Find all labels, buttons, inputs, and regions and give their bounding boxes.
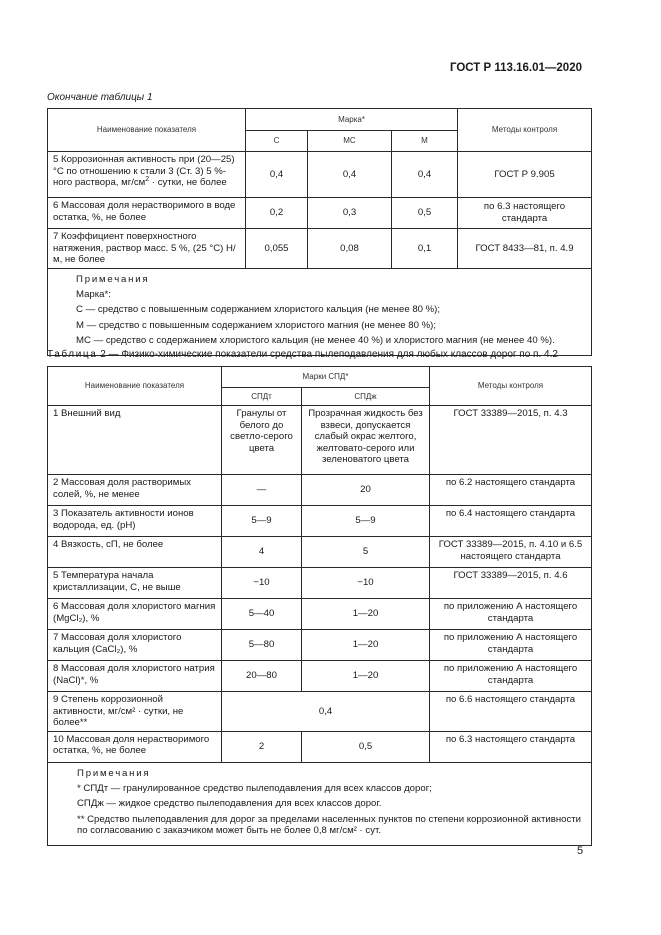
table2-row1-method: ГОСТ 33389—2015, п. 4.3 xyxy=(430,406,592,475)
table2-row2-name: 2 Массовая доля растворимых солей, %, не менее xyxy=(48,475,222,506)
table2-row6-method: по приложению А настоящего стандарта xyxy=(430,599,592,630)
table2-row9-method: по 6.6 настоящего стандарта xyxy=(430,692,592,732)
table2-row10-method: по 6.3 настоящего стандарта xyxy=(430,731,592,762)
table2-row2-spdt: — xyxy=(222,475,302,506)
table2-header-methods: Методы контроля xyxy=(430,367,592,406)
table1 xyxy=(47,108,592,356)
table1-note-line: Марка*: xyxy=(76,289,111,301)
table2-row4-spdt: 4 xyxy=(222,537,302,568)
table1-row6-c: 0,2 xyxy=(246,198,308,229)
table-row xyxy=(48,152,592,198)
table1-caption: Окончание таблицы 1 xyxy=(47,92,153,103)
table2-row1-spdt: Гранулы от белого до светло-серого цвета xyxy=(222,406,302,475)
table2-row10-spdzh: 0,5 xyxy=(302,731,430,762)
table1-row5-m: 0,4 xyxy=(392,152,458,198)
table1-row6-method: по 6.3 настоящего стандарта xyxy=(458,198,592,229)
table1-row7-c: 0,055 xyxy=(246,229,308,269)
table2-row6-name: 6 Массовая доля хлористого магния (MgCl₂), % xyxy=(48,599,222,630)
table2-notes xyxy=(48,762,592,845)
table2-caption-text: 2 — Физико-химические показатели средства пылеподавления для любых классов дорог по п. 4.2 xyxy=(100,349,558,360)
table-row xyxy=(48,475,592,506)
table2-row5-method: ГОСТ 33389—2015, п. 4.6 xyxy=(430,568,592,599)
table2-row10-name: 10 Массовая доля нерастворимого остатка, %, не более xyxy=(48,731,222,762)
table2-row4-spdzh: 5 xyxy=(302,537,430,568)
table2-row3-name: 3 Показатель активности ионов водорода, ед. (pH) xyxy=(48,506,222,537)
table2-notes-title: Примечания xyxy=(77,767,151,779)
table-row xyxy=(48,661,592,692)
table1-row7-m: 0,1 xyxy=(392,229,458,269)
table1-row7-mc: 0,08 xyxy=(308,229,392,269)
table1-row5-name: 5 Коррозионная активность при (20—25) °С по отношению к стали 3 (Ст. 3) 5 %-ного раствора, $мг/см^2$ · сутки, не более xyxy=(48,152,246,198)
table-row xyxy=(48,731,592,762)
table2-row7-spdzh: 1—20 xyxy=(302,630,430,661)
table1-row5-mc: 0,4 xyxy=(308,152,392,198)
table1-header-methods: Методы контроля xyxy=(458,109,592,152)
table-row xyxy=(48,568,592,599)
table1-row7-name: 7 Коэффициент поверхностного натяжения, раствор масс. 5 %, (25 °С) Н/м, не более xyxy=(48,229,246,269)
table1-row6-name: 6 Массовая доля нерастворимого в воде остатка, %, не более xyxy=(48,198,246,229)
table2 xyxy=(47,366,592,846)
table2-header-grade-spdt: СПДт xyxy=(222,388,302,406)
table1-note-line: С — средство с повышенным содержанием хлористого кальция (не менее 80 %); xyxy=(76,304,441,316)
table1-row5-method: ГОСТ Р 9.905 xyxy=(458,152,592,198)
table2-row5-spdt: −10 xyxy=(222,568,302,599)
table2-row2-method: по 6.2 настоящего стандарта xyxy=(430,475,592,506)
table1-header-grade: Марка* xyxy=(246,109,458,131)
table1-note-line: М — средство с повышенным содержанием хлористого магния (не менее 80 %); xyxy=(76,319,437,331)
table-row xyxy=(48,630,592,661)
table-row xyxy=(48,537,592,568)
table2-row6-spdt: 5—40 xyxy=(222,599,302,630)
table1-row6-m: 0,5 xyxy=(392,198,458,229)
table-row xyxy=(48,406,592,475)
document-code-header: ГОСТ Р 113.16.01—2020 xyxy=(449,62,582,74)
table2-row10-spdt: 2 xyxy=(222,731,302,762)
table1-row6-mc: 0,3 xyxy=(308,198,392,229)
table1-notes-row xyxy=(48,268,592,355)
table1-header-indicator: Наименование показателя xyxy=(48,109,246,152)
table-row xyxy=(48,506,592,537)
table2-row2-spdzh: 20 xyxy=(302,475,430,506)
table1-row7-method: ГОСТ 8433—81, п. 4.9 xyxy=(458,229,592,269)
table1-notes-title: Примечания xyxy=(76,273,150,285)
table2-row6-spdzh: 1—20 xyxy=(302,599,430,630)
table2-caption-label: Таблица xyxy=(47,349,98,360)
table2-row7-spdt: 5—80 xyxy=(222,630,302,661)
table2-row1-name: 1 Внешний вид xyxy=(48,406,222,475)
table2-row3-spdzh: 5—9 xyxy=(302,506,430,537)
table1-notes xyxy=(48,268,592,355)
table-row xyxy=(48,198,592,229)
table2-header-grade: Марки СПД* xyxy=(222,367,430,388)
table1-header-grade-mc: МС xyxy=(308,131,392,152)
table2-row4-name: 4 Вязкость, сП, не более xyxy=(48,537,222,568)
table2-row3-spdt: 5—9 xyxy=(222,506,302,537)
table2-row8-method: по приложению А настоящего стандарта xyxy=(430,661,592,692)
table2-row9-merged-value: 0,4 xyxy=(222,692,430,732)
table-row xyxy=(48,599,592,630)
table2-row8-spdt: 20—80 xyxy=(222,661,302,692)
table2-row3-method: по 6.4 настоящего стандарта xyxy=(430,506,592,537)
table2-row1-spdzh: Прозрачная жидкость без взвеси, допускается слабый окрас желтого, желтовато-серого или зеленоватого цвета xyxy=(302,406,430,475)
table2-row4-method: ГОСТ 33389—2015, п. 4.10 и 6.5 настоящего стандарта xyxy=(430,537,592,568)
table-row xyxy=(48,229,592,269)
table2-row5-spdzh: −10 xyxy=(302,568,430,599)
table2-row8-name: 8 Массовая доля хлористого натрия (NaCl)*, % xyxy=(48,661,222,692)
table2-note-line: * СПДт — гранулированное средство пылеподавления для всех классов дорог; xyxy=(77,783,432,795)
table2-caption xyxy=(47,349,558,360)
table2-row8-spdzh: 1—20 xyxy=(302,661,430,692)
table-row xyxy=(48,692,592,732)
table2-header-indicator: Наименование показателя xyxy=(48,367,222,406)
table2-note-line: ** Средство пылеподавления для дорог за пределами населенных пунктов по степени коррозионной активности по согласованию с заказчиком может быть не более 0,8 мг/см² · сут. xyxy=(77,813,581,837)
page-number: 5 xyxy=(577,845,584,857)
table2-notes-row xyxy=(48,762,592,845)
table2-row7-name: 7 Массовая доля хлористого кальция (CaCl₂), % xyxy=(48,630,222,661)
table2-row5-name: 5 Температура начала кристаллизации, С, не выше xyxy=(48,568,222,599)
table1-header-grade-c: С xyxy=(246,131,308,152)
table1-header-grade-m: М xyxy=(392,131,458,152)
table2-row9-name: 9 Степень коррозионной активности, мг/см² · сутки, не более** xyxy=(48,692,222,732)
table2-header-grade-spdzh: СПДж xyxy=(302,388,430,406)
table2-row7-method: по приложению А настоящего стандарта xyxy=(430,630,592,661)
table1-row5-c: 0,4 xyxy=(246,152,308,198)
table1-note-line: МС — средство с содержанием хлористого кальция (не менее 40 %) и хлористого магния (не менее 40 %). xyxy=(76,334,555,346)
table2-note-line: СПДж — жидкое средство пылеподавления для всех классов дорог. xyxy=(77,798,382,810)
